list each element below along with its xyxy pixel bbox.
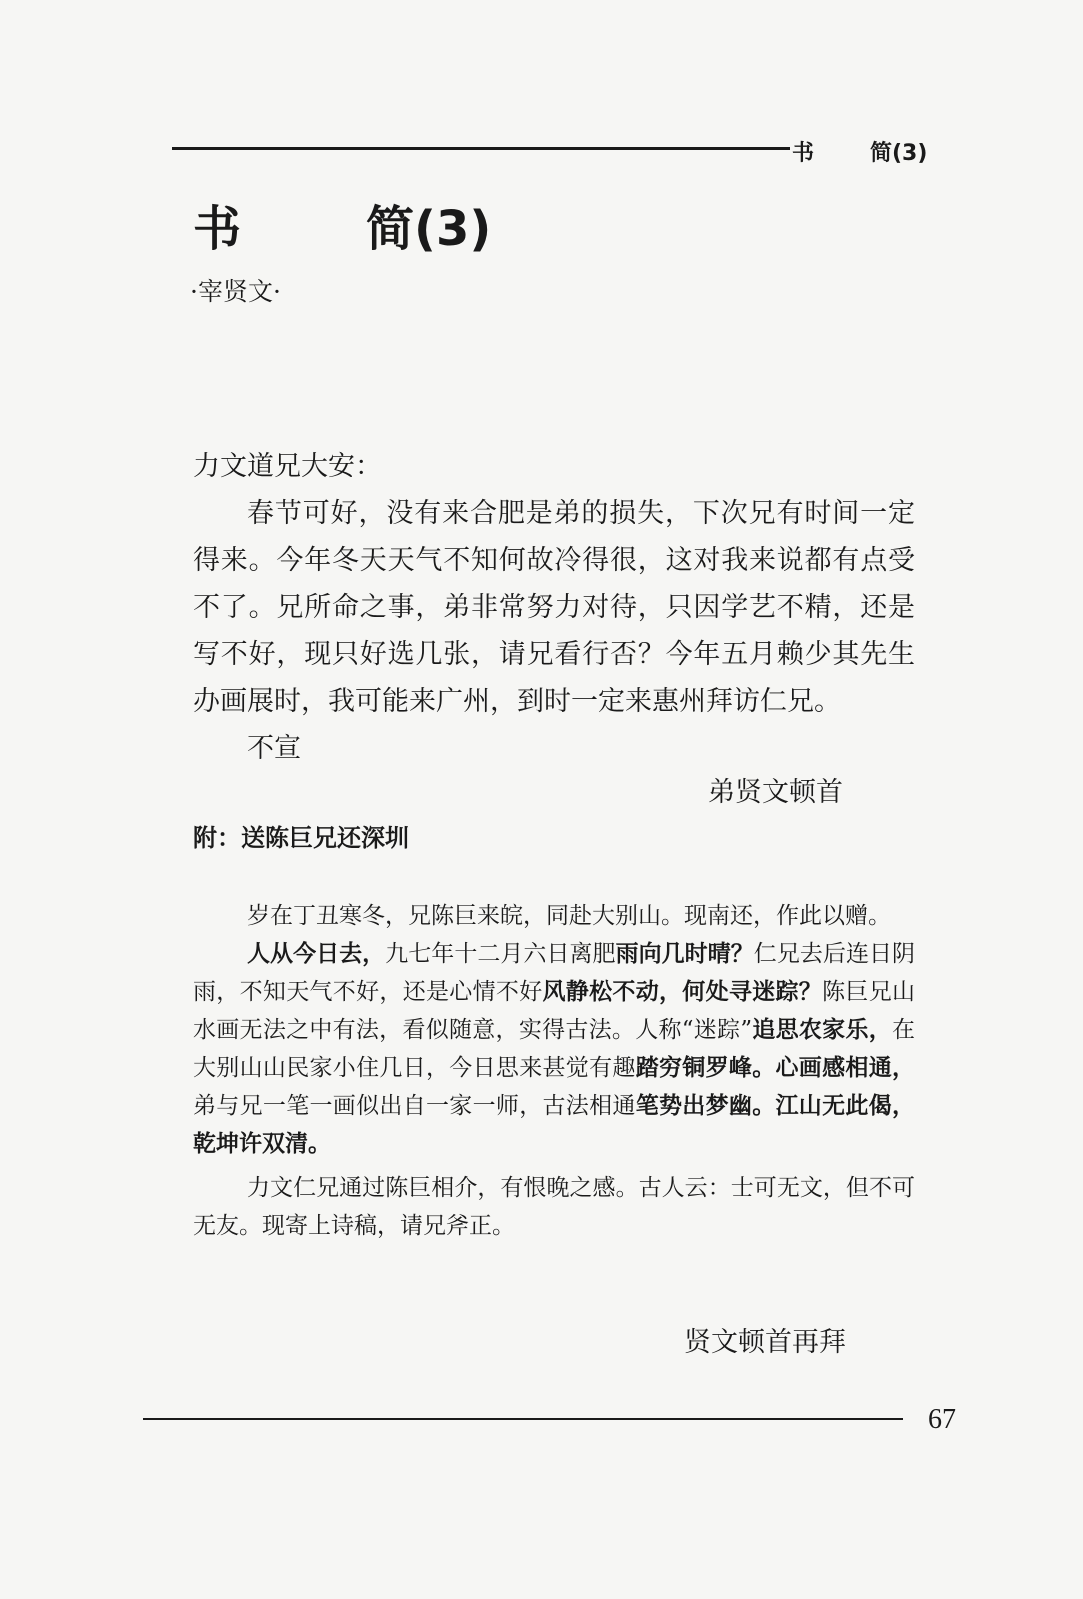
letter-body: 春节可好，没有来合肥是弟的损失，下次兄有时间一定得来。今年冬天天气不知何故冷得很，这对我来说都有点受不了。兄所命之事，弟非常努力对待，只因学艺不精，还是写不好，现只好选几张，请兄看行否？今年五月赖少其先生办画展时，我可能来广州，到时一定来惠州拜访仁兄。: [193, 498, 915, 717]
poem-annotation: 仁兄去后连日阴雨，不知天气不好，还是心情不好: [193, 941, 916, 1005]
poem-line: 风静松不动，何处寻迷踪？: [542, 979, 823, 1005]
poem-line: 追思农家乐，: [752, 1017, 892, 1043]
running-header-char1: 书: [792, 141, 815, 166]
footer-rule: [143, 1418, 903, 1420]
letter-signature: 弟贤文顿首: [708, 777, 843, 808]
running-header-char2: 简(3): [870, 141, 928, 166]
poem-annotation: 陈巨兄山水画无法之中有法，看似随意，实得古法。人称“迷踪”: [193, 979, 916, 1043]
appendix-signature: 贤文顿首再拜: [684, 1327, 846, 1358]
poem-intro: 岁在丁丑寒冬，兄陈巨来皖，同赴大别山。现南还，作此以赠。: [247, 903, 891, 929]
poem-line: 人从今日去，: [247, 941, 386, 967]
letter: [193, 443, 915, 772]
page-number: 67: [928, 1404, 956, 1435]
poem-annotation: 弟与兄一笔一画似出自一家一师，古法相通: [193, 1093, 636, 1119]
author-line: ·宰贤文·: [190, 277, 281, 306]
salutation: 力文道兄大安：: [193, 451, 382, 482]
poem-line: 踏穷铜罗峰。心画感相通，: [635, 1055, 916, 1081]
letter-closing: 不宣: [247, 733, 301, 764]
appendix-poem: [193, 897, 915, 1245]
poem-body: [193, 935, 915, 1163]
page-title-char2: 简(3): [366, 201, 492, 257]
poem-closing-note: 力文仁兄通过陈巨相介，有恨晚之感。古人云：士可无文，但不可无友。现寄上诗稿，请兄斧正。: [193, 1175, 915, 1239]
poem-annotation: 在大别山山民家小住几日，今日思来甚觉有趣: [193, 1017, 915, 1081]
appendix-title: 附：送陈巨兄还深圳: [193, 824, 409, 852]
poem-annotation: 九七年十二月六日离肥: [385, 941, 616, 967]
poem-line: 笔势出梦幽。江山无此偈，乾坤许双清。: [193, 1093, 916, 1157]
header-rule: [172, 147, 790, 150]
page-title-char1: 书: [193, 201, 242, 257]
poem-line: 雨向几时晴？: [615, 941, 754, 967]
